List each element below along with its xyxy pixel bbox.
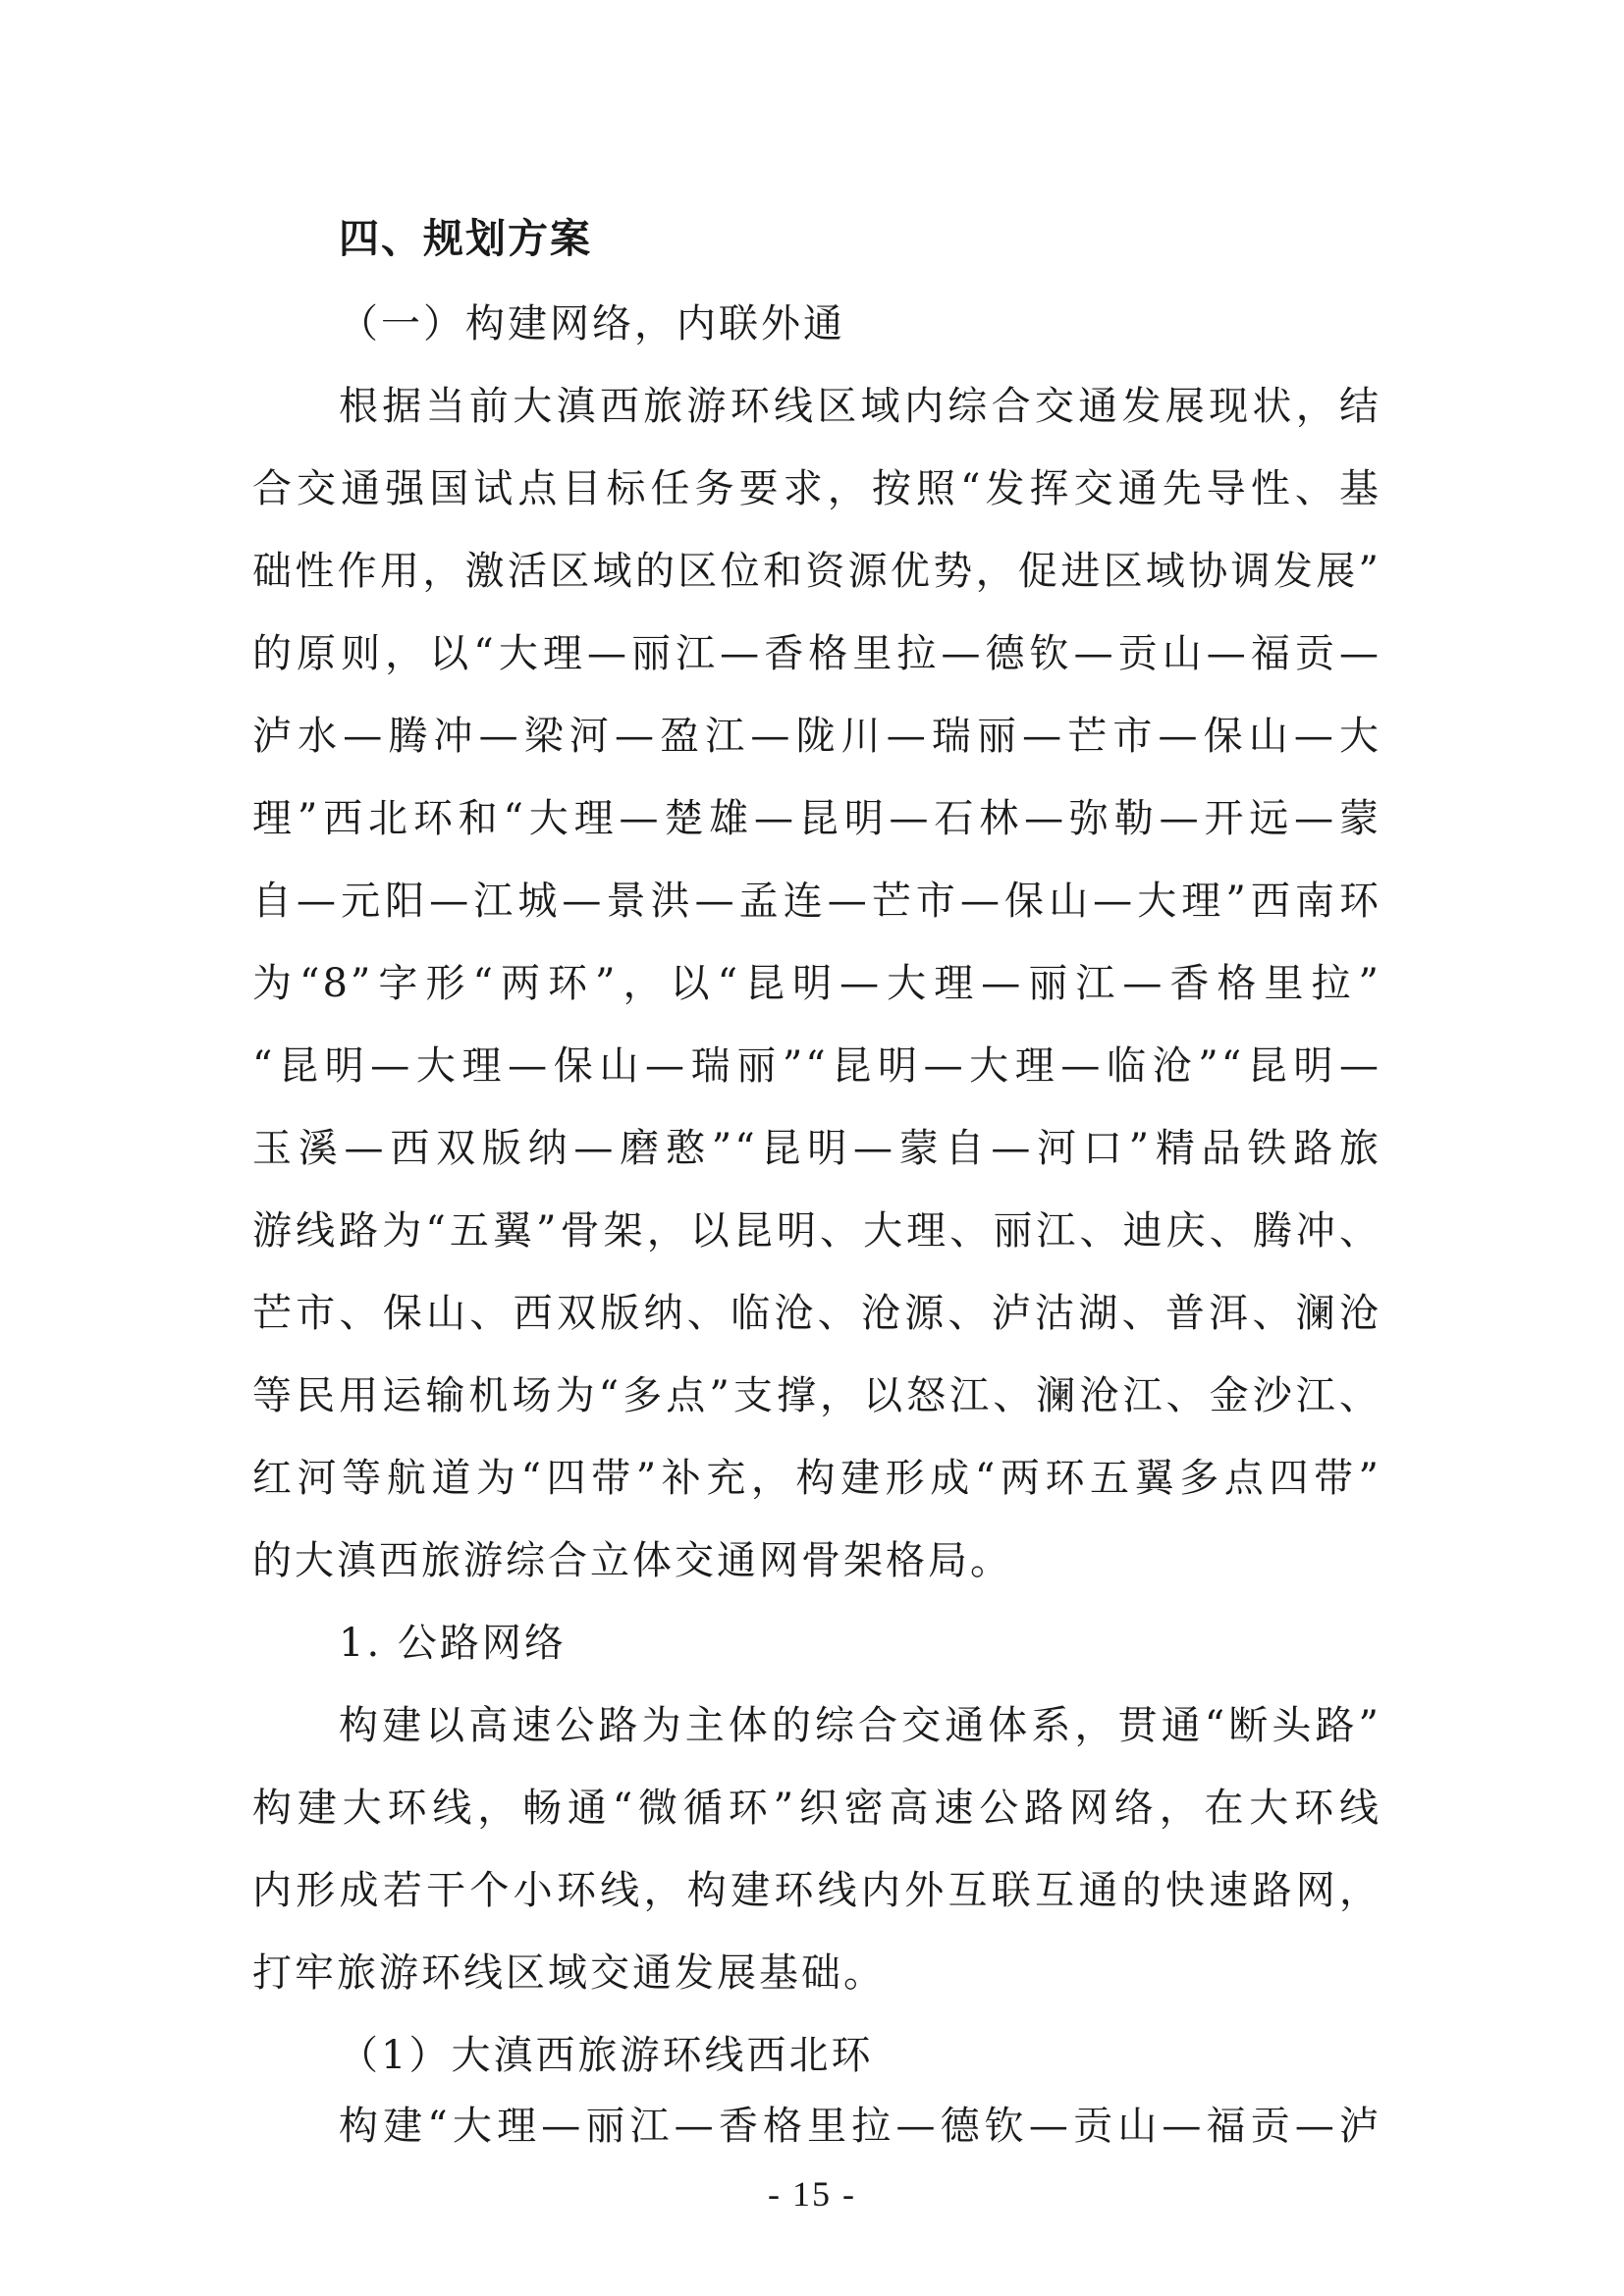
paragraph-line: 打牢旅游环线区域交通发展基础。: [252, 1950, 886, 1996]
paragraph-line: 等民用运输机场为“多点”支撑，以怒江、澜沧江、金沙江、: [252, 1373, 1381, 1418]
paragraph-line: 红河等航道为“四带”补充，构建形成“两环五翼多点四带”: [252, 1456, 1381, 1501]
paragraph-line: 内形成若干个小环线，构建环线内外互联互通的快速路网，: [252, 1868, 1381, 1913]
paragraph-line: 游线路为“五翼”骨架，以昆明、大理、丽江、迪庆、腾冲、: [252, 1208, 1381, 1254]
section-heading: 四、规划方案: [339, 215, 592, 262]
paragraph-line: 芒市、保山、西双版纳、临沧、沧源、泸沽湖、普洱、澜沧: [252, 1291, 1381, 1336]
page-number: - 15 -: [768, 2174, 856, 2214]
paragraph-line: 为“8”字形“两环”，以“昆明—大理—丽江—香格里拉”: [252, 961, 1381, 1006]
paragraph-line: 构建以高速公路为主体的综合交通体系，贯通“断头路”: [339, 1703, 1381, 1748]
paragraph-line: 构建大环线，畅通“微循环”织密高速公路网络，在大环线: [252, 1786, 1381, 1831]
paragraph-line: 构建“大理—丽江—香格里拉—德钦—贡山—福贡—泸: [339, 2104, 1381, 2149]
paragraph-line: 的原则，以“大理—丽江—香格里拉—德钦—贡山—福贡—: [252, 631, 1381, 676]
paragraph-line: 泸水—腾冲—梁河—盈江—陇川—瑞丽—芒市—保山—大: [252, 714, 1381, 759]
paragraph-line: 理”西北环和“大理—楚雄—昆明—石林—弥勒—开远—蒙: [252, 796, 1381, 841]
paragraph-line: 玉溪—西双版纳—磨憨”“昆明—蒙自—河口”精品铁路旅: [252, 1126, 1381, 1171]
paragraph-line: “昆明—大理—保山—瑞丽”“昆明—大理—临沧”“昆明—: [252, 1043, 1381, 1089]
paragraph-line: 的大滇西旅游综合立体交通网骨架格局。: [252, 1538, 1012, 1583]
sub-heading-northwest-loop: （1）大滇西旅游环线西北环: [339, 2033, 874, 2078]
sub-heading-network: （一）构建网络，内联外通: [339, 301, 845, 347]
paragraph-line: 根据当前大滇西旅游环线区域内综合交通发展现状，结: [339, 384, 1381, 429]
paragraph-line: 础性作用，激活区域的区位和资源优势，促进区域协调发展”: [252, 549, 1381, 594]
sub-heading-highway-network: 1. 公路网络: [339, 1621, 567, 1666]
paragraph-line: 合交通强国试点目标任务要求，按照“发挥交通先导性、基: [252, 466, 1381, 511]
paragraph-line: 自—元阳—江城—景洪—孟连—芒市—保山—大理”西南环: [252, 879, 1381, 924]
